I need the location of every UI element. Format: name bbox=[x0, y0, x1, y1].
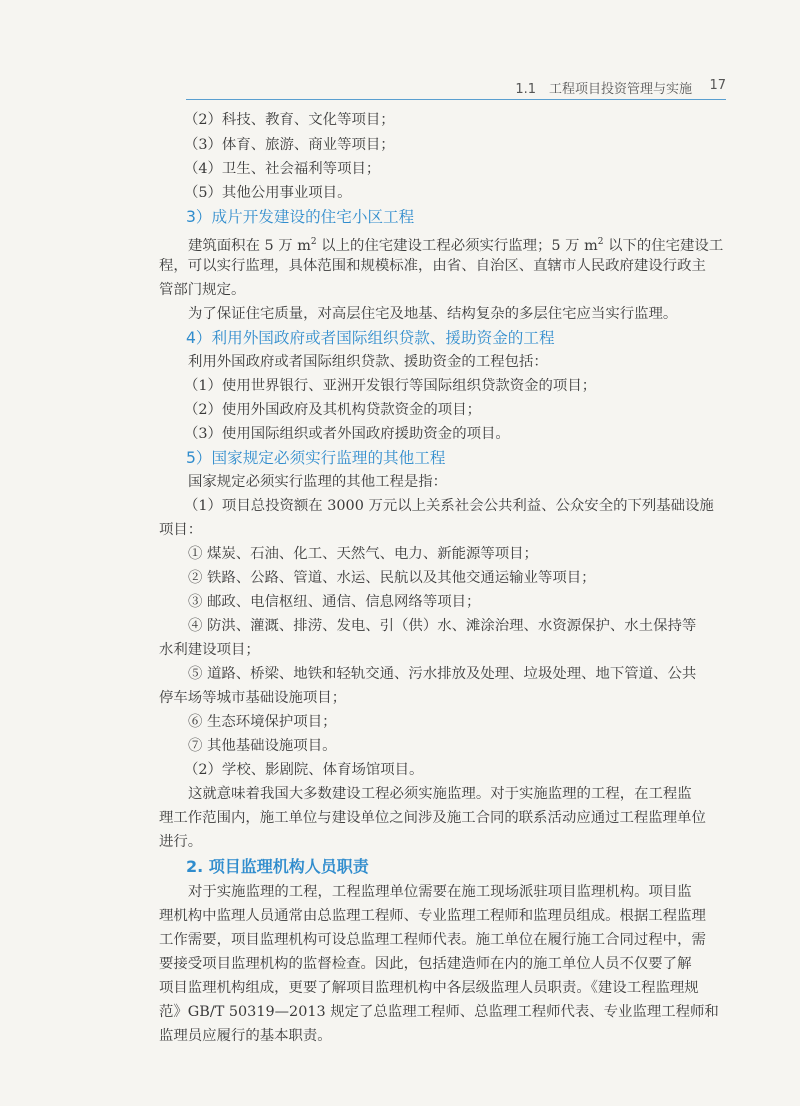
page-number: 17 bbox=[709, 78, 726, 93]
paragraph-line: 要接受项目监理机构的监督检查。因此，包括建造师在内的施工单位人员不仅要了解 bbox=[159, 956, 692, 972]
paragraph-line: ⑦ 其他基础设施项目。 bbox=[188, 738, 337, 754]
subheading: 3）成片开发建设的住宅小区工程 bbox=[186, 208, 415, 226]
paragraph-line: 监理员应履行的基本职责。 bbox=[159, 1028, 332, 1044]
superscript: 2 bbox=[310, 237, 317, 247]
paragraph-line: （2）使用外国政府及其机构贷款资金的项目； bbox=[184, 402, 481, 418]
paragraph-line: （3）使用国际组织或者外国政府援助资金的项目。 bbox=[184, 426, 510, 442]
text-run: 建筑面积在 5 万 m bbox=[188, 238, 311, 254]
paragraph-line: ① 煤炭、石油、化工、天然气、电力、新能源等项目； bbox=[188, 546, 538, 562]
text-run: 以下的住宅建设工 bbox=[603, 238, 724, 254]
section-title: 1.1 工程项目投资管理与实施 bbox=[515, 82, 692, 97]
text-run: 以上的住宅建设工程必须实行监理；5 万 m bbox=[316, 238, 598, 254]
paragraph-line: 为了保证住宅质量，对高层住宅及地基、结构复杂的多层住宅应当实行监理。 bbox=[188, 306, 678, 322]
paragraph-line: 工作需要，项目监理机构可设总监理工程师代表。施工单位在履行施工合同过程中，需 bbox=[159, 932, 706, 948]
subheading: 5）国家规定必须实行监理的其他工程 bbox=[186, 449, 446, 467]
paragraph-line: （2）科技、教育、文化等项目； bbox=[184, 112, 395, 128]
paragraph-line: （3）体育、旅游、商业等项目； bbox=[184, 137, 395, 153]
subheading: 4）利用外国政府或者国际组织贷款、援助资金的工程 bbox=[186, 329, 555, 347]
paragraph-line: ④ 防洪、灌溉、排涝、发电、引（供）水、滩涂治理、水资源保护、水土保持等 bbox=[188, 618, 697, 634]
paragraph-line: 理工作范围内，施工单位与建设单位之间涉及施工合同的联系活动应通过工程监理单位 bbox=[159, 810, 706, 826]
paragraph-line: 管部门规定。 bbox=[159, 282, 246, 298]
paragraph-line bbox=[188, 232, 723, 256]
paragraph-line: 这就意味着我国大多数建设工程必须实施监理。对于实施监理的工程，在工程监 bbox=[188, 786, 692, 802]
paragraph-line: 项目监理机构组成，更要了解项目监理机构中各层级监理人员职责。《建设工程监理规 bbox=[159, 980, 699, 996]
paragraph-line: 国家规定必须实行监理的其他工程是指： bbox=[188, 474, 448, 490]
running-header bbox=[0, 78, 800, 98]
paragraph-line: （4）卫生、社会福利等项目； bbox=[184, 161, 381, 177]
header-rule bbox=[186, 99, 726, 100]
paragraph-line: （1）使用世界银行、亚洲开发银行等国际组织贷款资金的项目； bbox=[184, 378, 597, 394]
paragraph-line: 范》GB/T 50319—2013 规定了总监理工程师、总监理工程师代表、专业监理工程师和 bbox=[159, 1004, 719, 1020]
superscript: 2 bbox=[597, 237, 604, 247]
paragraph-line: ② 铁路、公路、管道、水运、民航以及其他交通运输业等项目； bbox=[188, 570, 596, 586]
paragraph-line: ③ 邮政、电信枢纽、通信、信息网络等项目； bbox=[188, 594, 481, 610]
paragraph-line: ⑥ 生态环境保护项目； bbox=[188, 714, 337, 730]
paragraph-line: （5）其他公用事业项目。 bbox=[184, 185, 352, 201]
paragraph-line: 进行。 bbox=[159, 834, 203, 850]
paragraph-line: 对于实施监理的工程，工程监理单位需要在施工现场派驻项目监理机构。项目监 bbox=[188, 884, 692, 900]
paragraph-line: （1）项目总投资额在 3000 万元以上关系社会公共利益、公众安全的下列基础设施 bbox=[184, 498, 714, 514]
section-heading: 2. 项目监理机构人员职责 bbox=[186, 857, 369, 876]
paragraph-line: 停车场等城市基础设施项目； bbox=[159, 690, 347, 706]
paragraph-line: 项目： bbox=[159, 522, 203, 538]
paragraph-line: 程，可以实行监理，具体范围和规模标准，由省、自治区、直辖市人民政府建设行政主 bbox=[159, 258, 706, 274]
paragraph-line: 利用外国政府或者国际组织贷款、援助资金的工程包括： bbox=[188, 354, 548, 370]
paragraph-line: 理机构中监理人员通常由总监理工程师、专业监理工程师和监理员组成。根据工程监理 bbox=[159, 908, 706, 924]
paragraph-line: ⑤ 道路、桥梁、地铁和轻轨交通、污水排放及处理、垃圾处理、地下管道、公共 bbox=[188, 666, 697, 682]
paragraph-line: 水利建设项目； bbox=[159, 642, 260, 658]
paragraph-line: （2）学校、影剧院、体育场馆项目。 bbox=[184, 762, 424, 778]
